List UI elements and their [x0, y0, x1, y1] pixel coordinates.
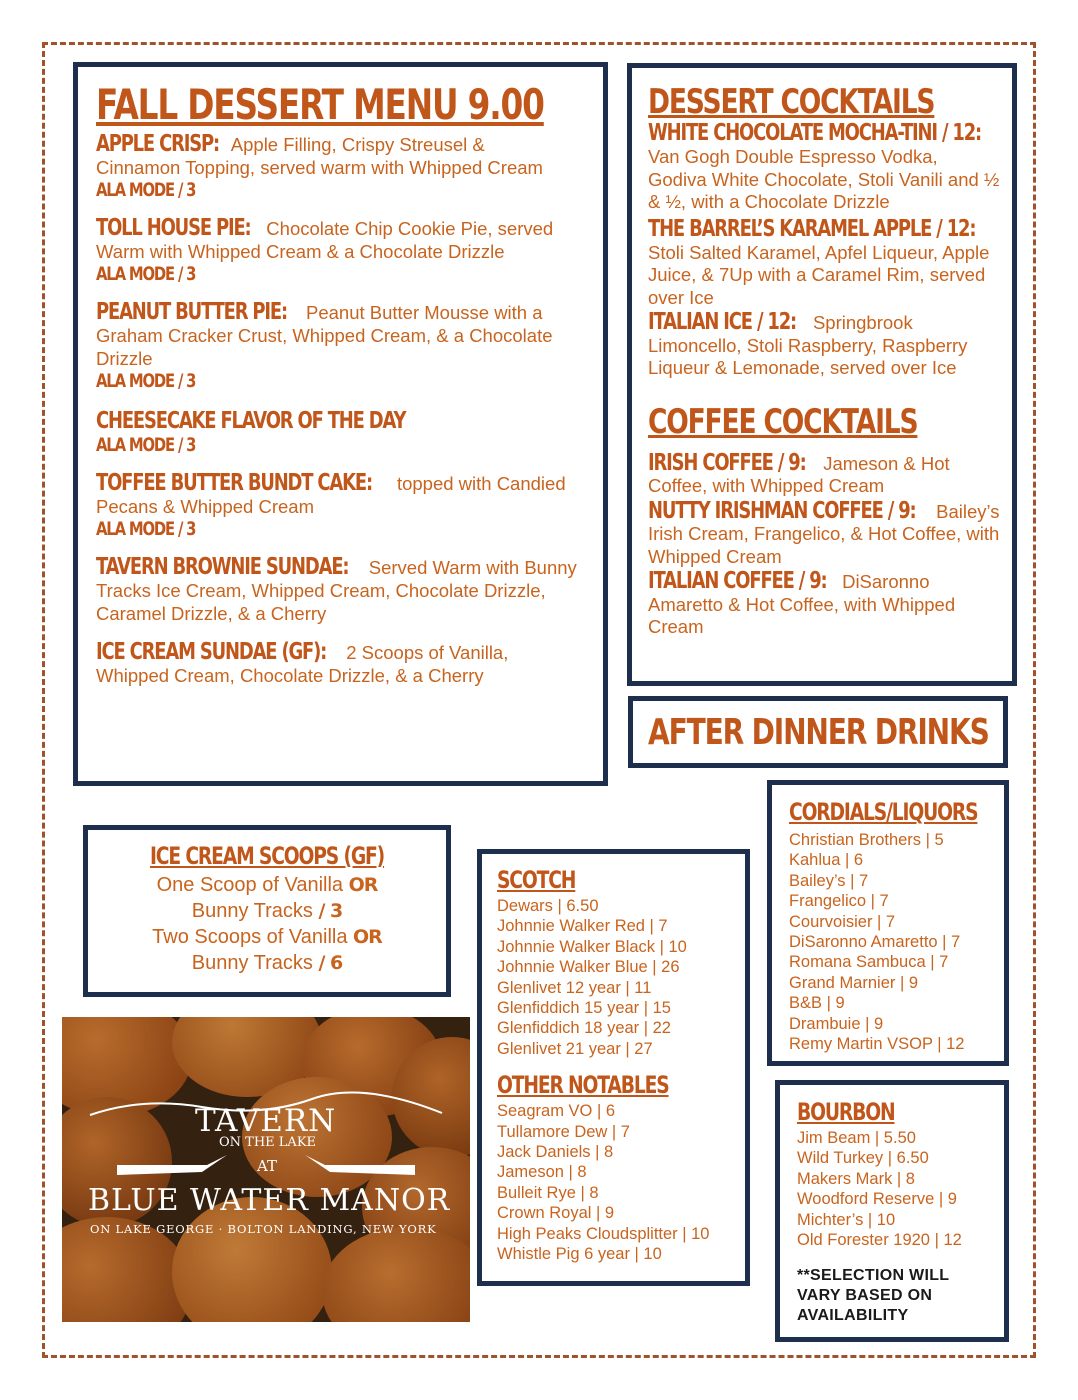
drink-list-item: Woodford Reserve | 9 — [797, 1190, 957, 1209]
drink-list-item: Courvoisier | 7 — [789, 912, 896, 931]
item-name: PEANUT BUTTER PIE: — [96, 299, 287, 325]
drink-list-item: Old Forester 1920 | 12 — [797, 1231, 962, 1250]
bourbon-box — [775, 1080, 1009, 1342]
after-dinner-drinks-banner — [628, 696, 1008, 768]
drink-list-item: Johnnie Walker Red | 7 — [497, 917, 668, 936]
bourbon-title: BOURBON — [797, 1098, 895, 1126]
drink-list-item: Kahlua | 6 — [789, 851, 864, 870]
other-notables-title: OTHER NOTABLES — [497, 1071, 669, 1100]
drink-list-item: Glenlivet 12 year | 11 — [497, 978, 652, 997]
cocktail-name: IRISH COFFEE / 9: — [648, 449, 806, 476]
menu-item-apple-crisp — [96, 133, 587, 201]
item-name: TAVERN BROWNIE SUNDAE: — [96, 554, 349, 580]
cocktail-name: THE BARREL’S KARAMEL APPLE / 12: — [648, 215, 976, 242]
item-name: ICE CREAM SUNDAE (GF): — [96, 639, 327, 665]
cocktail-desc: Jameson & Hot — [823, 452, 950, 474]
ala-mode-price: ALA MODE / 3 — [96, 434, 196, 456]
item-desc: Apple Filling, Crispy Streusel & — [230, 134, 485, 155]
bourbon-list — [797, 1128, 1004, 1250]
menu-item-peanut-butter-pie — [96, 301, 587, 392]
item-desc-rest: Tracks Ice Cream, Whipped Cream, Chocolate Drizzle, Caramel Drizzle, & a Cherry — [96, 580, 546, 624]
availability-note: AVAILABILITY — [797, 1307, 909, 1325]
cocktail-name: ITALIAN COFFEE / 9: — [648, 568, 827, 594]
logo-blue-water-manor: BLUE WATER MANOR — [88, 1183, 451, 1218]
coffee-nutty-irishman — [648, 497, 1000, 569]
drink-list-item: Bulleit Rye | 8 — [497, 1183, 599, 1202]
coffee-irish — [648, 449, 1000, 498]
fall-dessert-menu-box — [73, 62, 608, 786]
cocktail-white-mocha-tini — [648, 120, 1000, 214]
item-desc: topped with Candied — [396, 473, 566, 494]
cocktail-desc: Stoli Salted Karamel, Apfel Liqueur, Apple Juice, & 7Up with a Caramel Rim, served over Ice — [648, 241, 990, 308]
menu-item-ice-cream-sundae — [96, 641, 587, 687]
drink-list-item: Makers Mark | 8 — [797, 1169, 915, 1188]
drink-list-item: Glenfiddich 18 year | 22 — [497, 1019, 671, 1038]
drink-list-item: Johnnie Walker Black | 10 — [497, 937, 687, 956]
scoop-or: OR — [348, 874, 378, 896]
drink-list-item: Romana Sambuca | 7 — [789, 953, 949, 972]
drink-list-item: Christian Brothers | 5 — [789, 831, 944, 849]
cordials-list — [789, 830, 1004, 1054]
cocktail-desc-rest: Limoncello, Stoli Raspberry, Raspberry Liqueur & Lemonade, served over Ice — [648, 334, 968, 378]
other-notables-list — [497, 1101, 745, 1264]
cocktail-desc-rest: Irish Cream, Frangelico, & Hot Coffee, with Whipped Cream — [648, 523, 1000, 567]
cocktail-desc-rest: Coffee, with Whipped Cream — [648, 475, 885, 496]
drink-list-item: DiSaronno Amaretto | 7 — [789, 933, 961, 952]
item-desc: 2 Scoops of Vanilla, — [346, 642, 509, 663]
cocktail-name: ITALIAN ICE / 12: — [648, 309, 797, 335]
item-desc-rest: Graham Cracker Crust, Whipped Cream, & a Chocolate Drizzle — [96, 325, 553, 369]
drink-list-item: Crown Royal | 9 — [497, 1204, 615, 1223]
ala-mode-price: ALA MODE / 3 — [96, 370, 196, 392]
drink-list-item: High Peaks Cloudsplitter | 10 — [497, 1224, 710, 1243]
after-dinner-title: AFTER DINNER DRINKS — [647, 711, 989, 753]
logo-location: ON LAKE GEORGE · BOLTON LANDING, NEW YORK — [90, 1222, 437, 1236]
cocktail-name: WHITE CHOCOLATE MOCHA-TINI / 12: — [648, 120, 982, 146]
coffee-cocktails-title: COFFEE COCKTAILS — [648, 401, 918, 442]
cocktail-karamel-apple — [648, 216, 1000, 310]
drink-list-item: Johnnie Walker Blue | 26 — [497, 958, 680, 977]
item-desc: Served Warm with Bunny — [368, 557, 577, 578]
item-name: CHEESECAKE FLAVOR OF THE DAY — [96, 408, 406, 434]
cocktail-desc: Bailey’s — [936, 500, 1000, 522]
scoop-price: / 3 — [318, 900, 343, 922]
scoop-or: OR — [353, 926, 382, 948]
cocktail-desc-rest: Amaretto & Hot Coffee, with Whipped Cream — [648, 593, 956, 637]
item-desc: Chocolate Chip Cookie Pie, served — [266, 218, 554, 239]
item-name: APPLE CRISP: — [96, 131, 219, 157]
scotch-list — [497, 896, 745, 1059]
drink-list-item: Tullamore Dew | 7 — [497, 1122, 630, 1141]
scoop-option: Bunny Tracks — [191, 952, 313, 974]
item-desc-rest: Warm with Whipped Cream & a Chocolate Drizzle — [96, 241, 505, 262]
menu-item-toll-house-pie — [96, 217, 587, 285]
drink-list-item: Glenfiddich 15 year | 15 — [497, 999, 671, 1018]
logo-on-the-lake: ON THE LAKE — [219, 1135, 317, 1150]
drink-list-item: Remy Martin VSOP | 12 — [789, 1035, 965, 1054]
drink-list-item: Jameson | 8 — [497, 1163, 587, 1182]
item-desc-rest: Whipped Cream, Chocolate Drizzle, & a Cherry — [96, 665, 484, 686]
scoops-title: ICE CREAM SCOOPS (GF) — [149, 842, 385, 870]
item-desc-rest: Cinnamon Topping, served warm with Whipped Cream — [96, 157, 543, 178]
ala-mode-price: ALA MODE / 3 — [96, 518, 196, 540]
drink-list-item: Bailey’s | 7 — [789, 871, 869, 890]
drink-list-item: Whistle Pig 6 year | 10 — [497, 1245, 662, 1264]
availability-note: **SELECTION WILL — [797, 1267, 950, 1285]
drink-list-item: Grand Marnier | 9 — [789, 973, 919, 992]
drink-list-item: Michter’s | 10 — [797, 1210, 896, 1229]
scoop-price: / 6 — [318, 952, 343, 974]
logo-tavern: TAVERN — [195, 1103, 337, 1139]
coffee-italian — [648, 570, 1000, 639]
ala-mode-price: ALA MODE / 3 — [96, 179, 196, 201]
cordials-box — [767, 780, 1009, 1066]
cocktails-box — [627, 63, 1017, 686]
cocktail-name: NUTTY IRISHMAN COFFEE / 9: — [648, 497, 916, 524]
cocktail-desc: DiSaronno — [842, 571, 930, 592]
scoop-option: Bunny Tracks — [191, 900, 313, 922]
menu-item-cheesecake — [96, 408, 587, 456]
item-name: TOFFEE BUTTER BUNDT CAKE: — [96, 470, 372, 496]
drink-list-item: Wild Turkey | 6.50 — [797, 1149, 929, 1168]
scoop-option: One Scoop of Vanilla — [156, 874, 344, 896]
drink-list-item: Glenlivet 21 year | 27 — [497, 1039, 653, 1058]
logo-at: AT — [257, 1157, 278, 1175]
drink-list-item: Frangelico | 7 — [789, 892, 889, 911]
menu-item-brownie-sundae — [96, 556, 587, 625]
cocktail-desc: Springbrook — [812, 312, 913, 333]
drink-list-item: Jim Beam | 5.50 — [797, 1129, 916, 1147]
scotch-title: SCOTCH — [497, 866, 576, 894]
dessert-cocktails-title: DESSERT COCKTAILS — [648, 82, 935, 122]
drink-list-item: B&B | 9 — [789, 994, 845, 1013]
ice-cream-scoops-box — [83, 825, 451, 997]
item-desc: Peanut Butter Mousse with a — [306, 302, 543, 323]
drink-list-item: Jack Daniels | 8 — [497, 1143, 614, 1162]
cocktail-desc: Van Gogh Double Espresso Vodka, Godiva White Chocolate, Stoli Vanili and ½ & ½, with a Chocolate Drizzle — [648, 146, 1000, 212]
cocktail-italian-ice — [648, 311, 1000, 380]
cordials-title: CORDIALS/LIQUORS — [789, 798, 978, 826]
scotch-box — [477, 849, 750, 1286]
drink-list-item: Dewars | 6.50 — [497, 897, 599, 915]
drink-list-item: Drambuie | 9 — [789, 1014, 884, 1033]
drink-list-item: Seagram VO | 6 — [497, 1102, 616, 1121]
fall-menu-title: FALL DESSERT MENU 9.00 — [96, 80, 544, 129]
ala-mode-price: ALA MODE / 3 — [96, 263, 196, 285]
availability-note: VARY BASED ON — [797, 1287, 933, 1305]
pumpkin-logo-photo — [62, 1017, 470, 1322]
menu-item-toffee-bundt-cake — [96, 472, 587, 540]
scoop-option: Two Scoops of Vanilla — [152, 926, 348, 948]
item-name: TOLL HOUSE PIE: — [96, 215, 251, 241]
item-desc-rest: Pecans & Whipped Cream — [96, 496, 314, 517]
